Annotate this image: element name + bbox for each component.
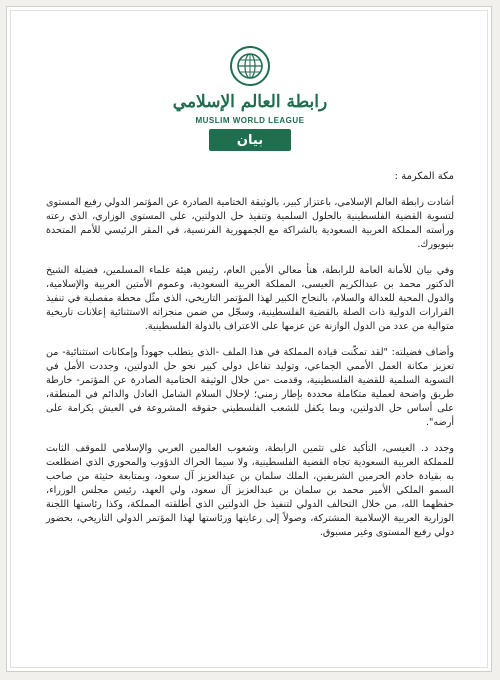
paragraph-3: وأضاف فضيلته: "لقد تمكّنت قيادة المملكة في هذا الملف -الذي يتطلب جهوداً وإمكانات استثنائية- من تعزيز مكانة العمل الأممي الجماعي، وتوليد تفاعل دولي كبير نحو حل الدولتين، وجددت الأمل في التسوية السلمية للقضية الفلسطينية، وقدمت -من خلال الوثيقة الختامية الصادرة عن المؤتمر- خارطة طريق واضحة لعملية متكاملة محددة بإطار زمني؛ لإحلال السلام الشامل العادل والدائم في المنطقة، على أساس حل الدولتين، وبما يكفل للشعب الفلسطيني حقوقه المشروعة في العيش بكرامة على أرضه". (46, 347, 454, 428)
globe-emblem-icon (230, 46, 270, 86)
brand-name-arabic: رابطة العالم الإسلامي (172, 92, 328, 112)
globe-emblem-svg (235, 51, 265, 81)
paragraph-1: أشادت رابطة العالم الإسلامي، باعتزاز كبير، بالوثيقة الختامية الصادرة عن المؤتمر الدولي رفيع المستوى لتسوية القضية الفلسطينية بالحلول السلمية وتنفيذ حل الدولتين، على المستوى الوزاري، الذي رعته ورأسته المملكة العربية السعودية بالشراكة مع الجمهورية الفرنسية، في المقر الرئيسي للأمم المتحدة بنيويورك. (46, 197, 454, 250)
paragraph-2: وفي بيان للأمانة العامة للرابطة، هنأ معالي الأمين العام، رئيس هيئة علماء المسلمين، فضيلة الشيخ الدكتور محمد بن عبدالكريم العيسى، المملكة العربية السعودية، وعموم الأمتين العربية والإسلامية، والدول المحبة للعدالة والسلام، بالنجاح الكبير لهذا المؤتمر التاريخي، الذي مثّل محطة مفصلية في تنفيذ القرارات الدولية ذات الصلة بالقضية الفلسطينية، وسجّل من ضمن منجزاته الاستثنائية إعلانات تاريخية متوالية من عدد من الدول الوازنة عن عزمها على الاعتراف بالدولة الفلسطينية. (46, 265, 454, 332)
paragraph-4: وجدد د. العيسى، التأكيد على تثمين الرابطة، وشعوب العالمين العربي والإسلامي للموقف الثابت للمملكة العربية السعودية تجاه القضية الفلسطينية، ولا سيما الحراك الدؤوب والمحوري الذي اضطلعت به بقيادة خادم الحرمين الشريفين، الملك سلمان بن عبدالعزيز آل سعود، وبمتابعة حثيثة من صاحب السمو الملكي الأمير محمد بن سلمان بن عبدالعزيز آل سعود، ولي العهد، رئيس مجلس الوزراء، حفظهما الله، من خلال التحالف الدولي لتنفيذ حل الدولتين الذي أطلقته المملكة، وكذا رئاستها اللجنة الوزارية العربية الإسلامية المشتركة، وصولاً إلى رعايتها ورئاستها لهذا المؤتمر الدولي التاريخي، بحضور دولي رفيع المستوى وغير مسبوق. (46, 443, 454, 538)
statement-badge: بيان (209, 129, 291, 151)
dateline: مكة المكرمة : (394, 171, 454, 182)
statement-body (46, 170, 454, 552)
brand-name-english: MUSLIM WORLD LEAGUE (195, 116, 305, 125)
logo-wrap (0, 46, 500, 86)
